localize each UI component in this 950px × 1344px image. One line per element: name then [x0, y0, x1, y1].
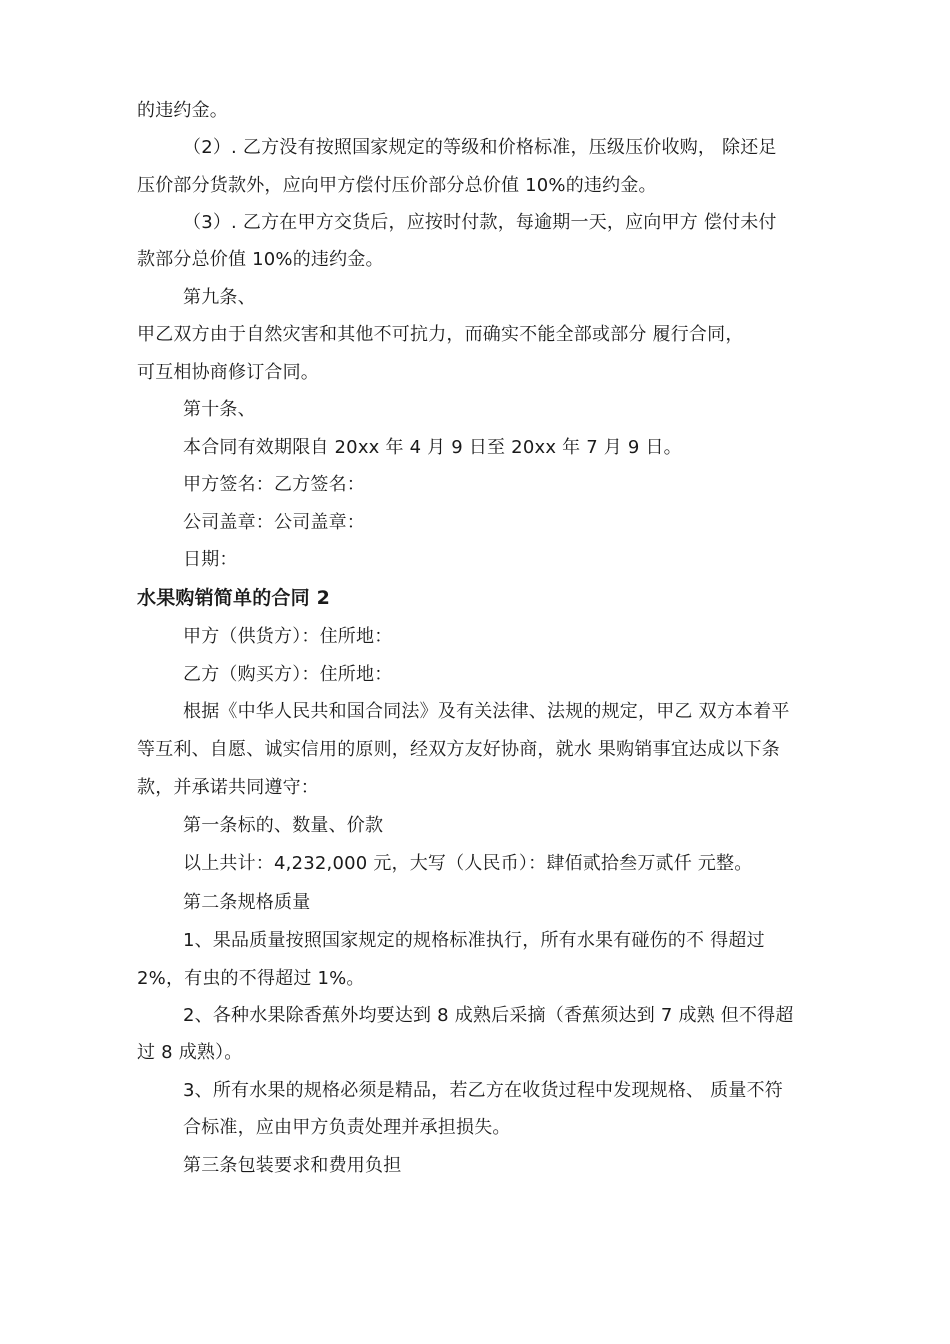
- text-line-quality-3: 3、所有水果的规格必须是精品，若乙方在收货过程中发现规格、 质量不符: [183, 1080, 783, 1101]
- text-line-quality-1-cont: 2%，有虫的不得超过 1%。: [137, 968, 365, 989]
- text-line-penalty-end: 的违约金。: [137, 100, 228, 121]
- text-line-clause-3-cont: 款部分总价值 10%的违约金。: [137, 249, 384, 270]
- text-line-quality-2-cont: 过 8 成熟）。: [137, 1042, 243, 1063]
- text-line-clause-3: （3）. 乙方在甲方交货后，应按时付款，每逾期一天，应向甲方 偿付未付: [183, 212, 777, 233]
- article-9-title: 第九条、: [183, 287, 256, 308]
- text-line-article-9-cont: 可互相协商修订合同。: [137, 362, 319, 383]
- text-line-total: 以上共计：4,232,000 元，大写（人民币）：肆佰贰拾叁万贰仟 元整。: [183, 853, 753, 874]
- text-line-quality-2: 2、各种水果除香蕉外均要达到 8 成熟后采摘（香蕉须达到 7 成熟 但不得超: [183, 1005, 794, 1026]
- signature-line: 甲方签名：乙方签名：: [183, 474, 365, 495]
- party-b-line: 乙方（购买方）：住所地：: [183, 664, 393, 685]
- article-2-title: 第二条规格质量: [183, 892, 311, 913]
- article-3-title: 第三条包装要求和费用负担: [183, 1155, 402, 1176]
- section-heading-contract-2: 水果购销简单的合同 2: [137, 587, 331, 609]
- seal-line: 公司盖章：公司盖章：: [183, 512, 365, 533]
- party-a-line: 甲方（供货方）：住所地：: [183, 626, 393, 647]
- text-line-preamble: 根据《中华人民共和国合同法》及有关法律、法规的规定，甲乙 双方本着平: [183, 701, 790, 722]
- text-line-article-9: 甲乙双方由于自然灾害和其他不可抗力，而确实不能全部或部分 履行合同，: [137, 324, 744, 345]
- text-line-clause-2: （2）. 乙方没有按照国家规定的等级和价格标准，压级压价收购， 除还足: [183, 137, 777, 158]
- text-line-quality-3-cont: 合标准，应由甲方负责处理并承担损失。: [183, 1117, 511, 1138]
- date-line: 日期：: [183, 549, 238, 570]
- text-line-preamble-cont: 等互利、自愿、诚实信用的原则，经双方友好协商，就水 果购销事宜达成以下条: [137, 739, 780, 760]
- text-line-validity: 本合同有效期限自 20xx 年 4 月 9 日至 20xx 年 7 月 9 日。: [183, 437, 682, 458]
- text-line-preamble-end: 款，并承诺共同遵守：: [137, 777, 319, 798]
- article-1-title: 第一条标的、数量、价款: [183, 815, 384, 836]
- article-10-title: 第十条、: [183, 399, 256, 420]
- text-line-clause-2-cont: 压价部分货款外，应向甲方偿付压价部分总价值 10%的违约金。: [137, 175, 657, 196]
- text-line-quality-1: 1、果品质量按照国家规定的规格标准执行，所有水果有碰伤的不 得超过: [183, 930, 765, 951]
